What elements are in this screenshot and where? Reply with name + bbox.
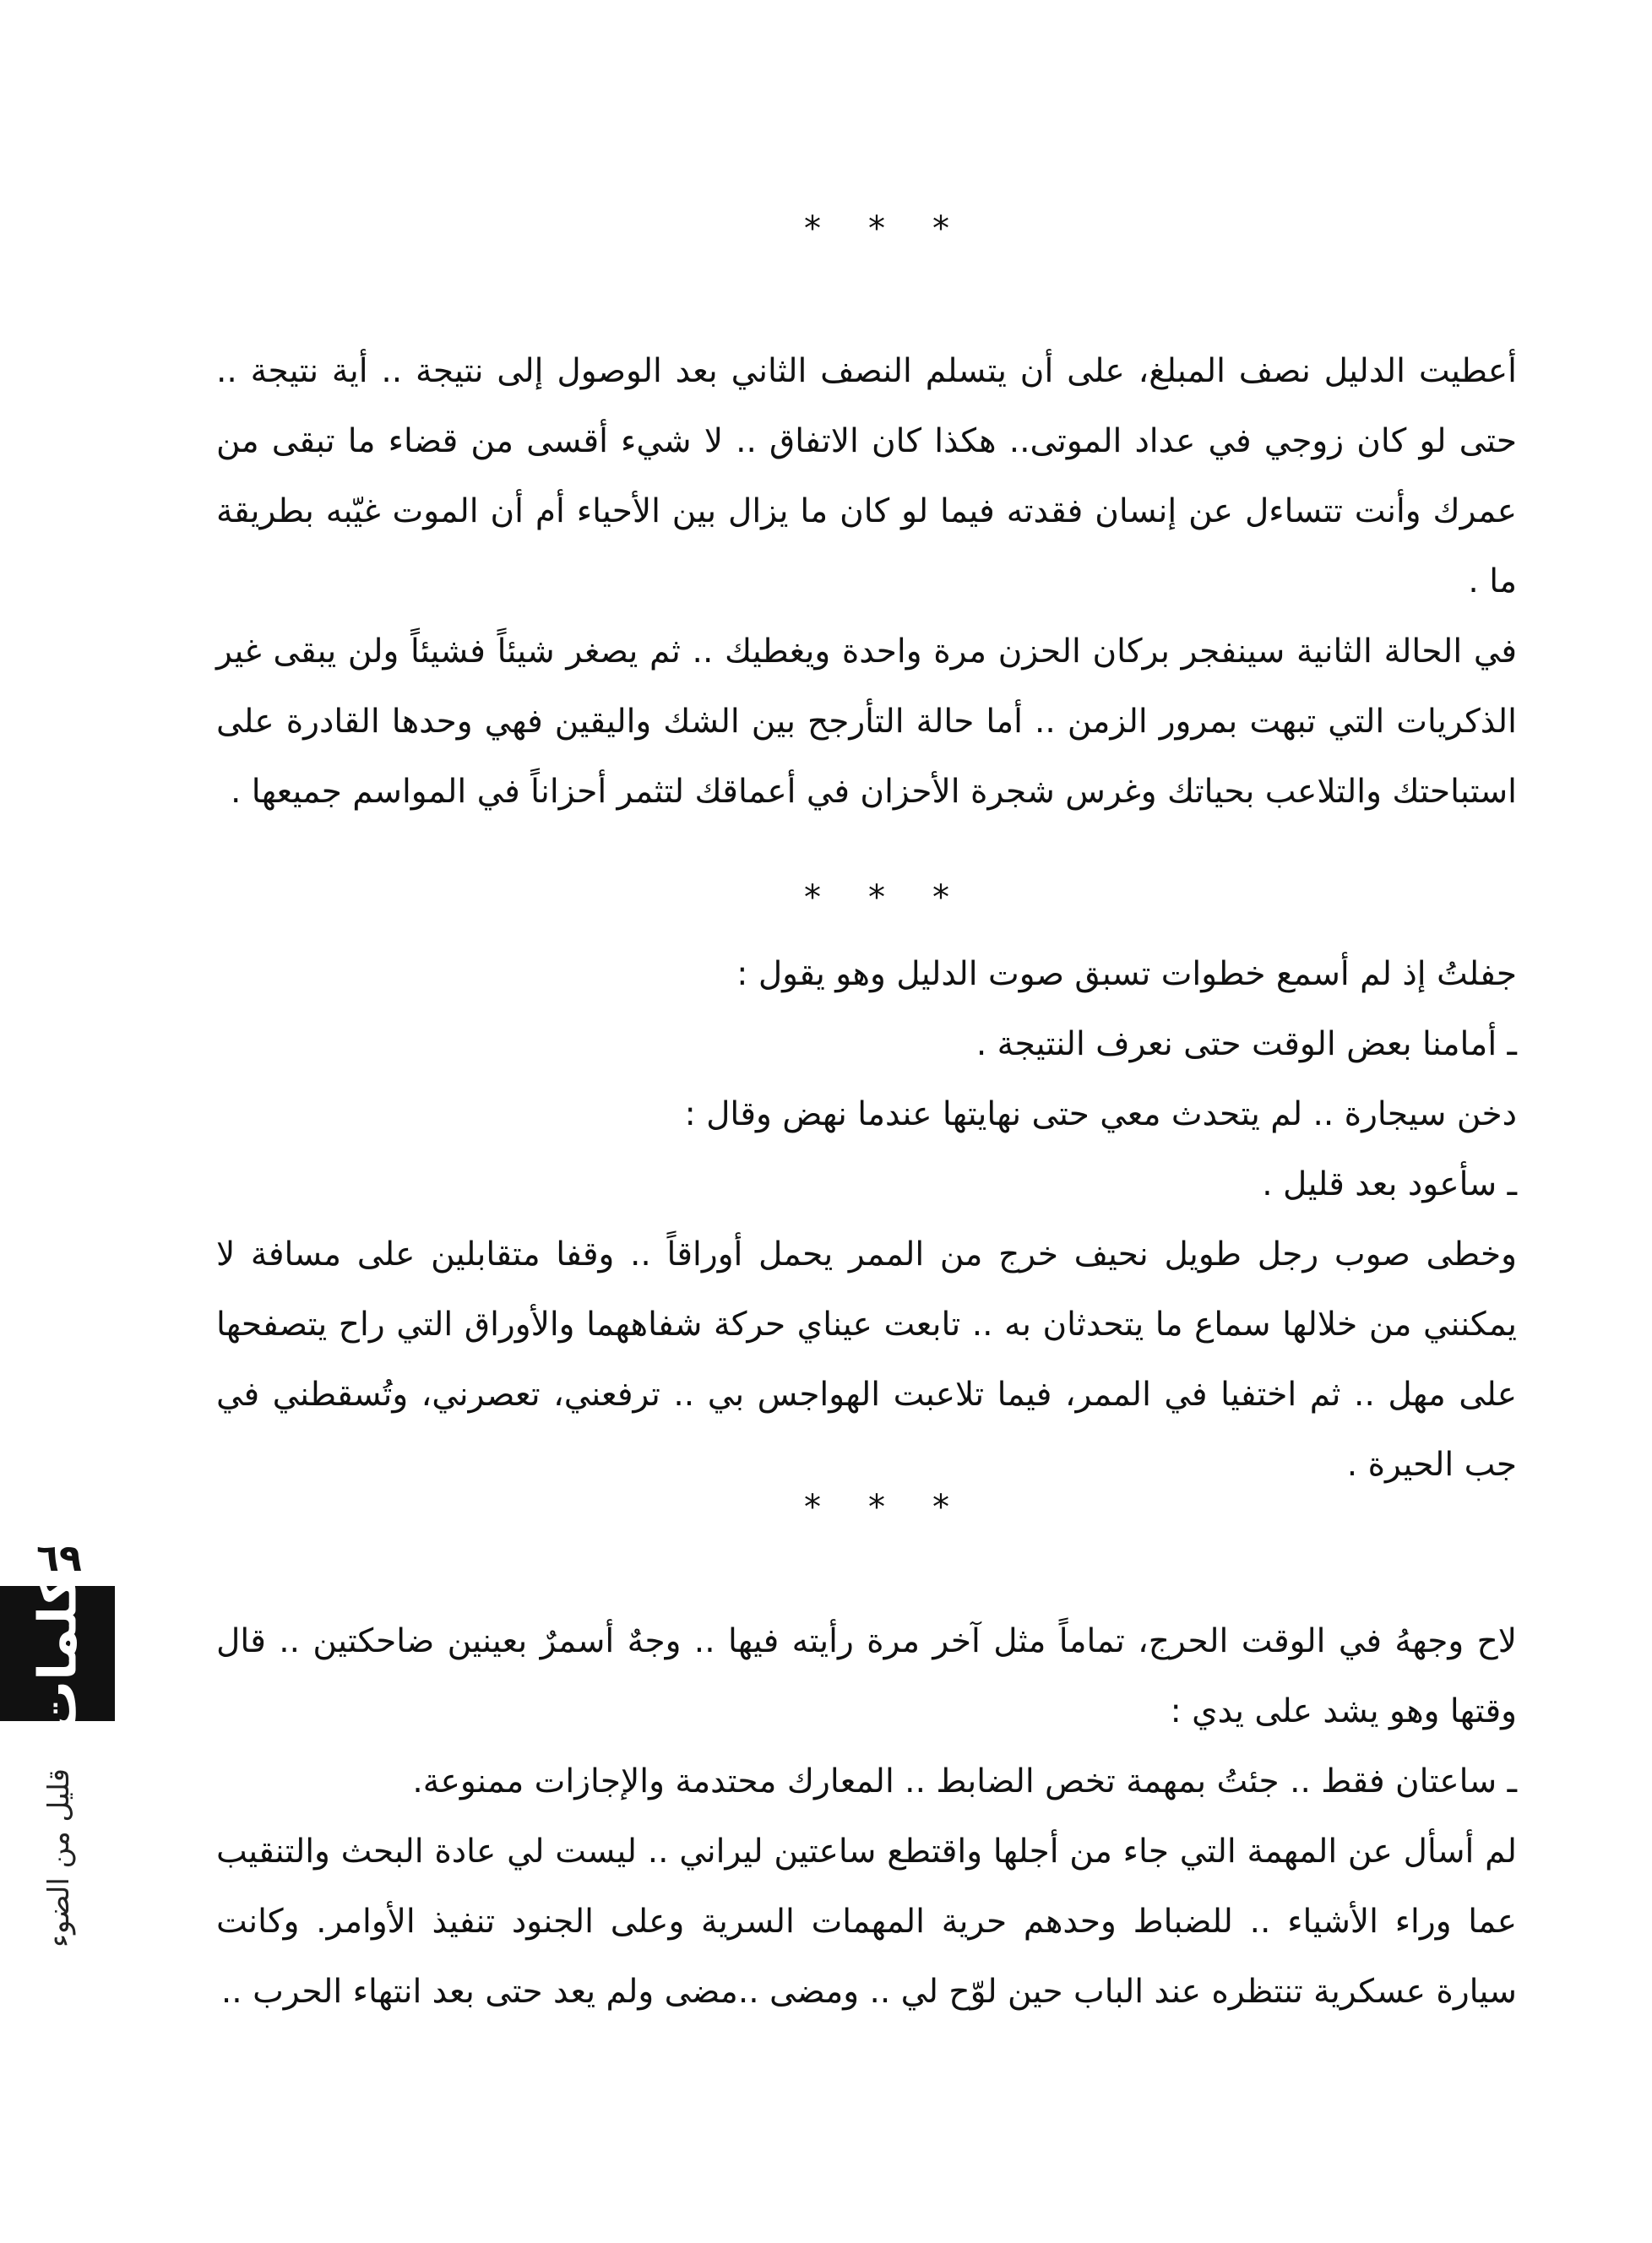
book-title [17,1740,101,1976]
text-section-1 [216,336,1517,827]
separator-star: * [868,1488,885,1527]
separator-star: * [932,209,949,248]
paragraph: لم أسأل عن المهمة التي جاء من أجلها واقتطع ساعتين ليراني .. ليست لي عادة البحث والتنقيب عما وراء الأشياء .. للضباط وحدهم حرية المهمات السرية وعلى الجنود تنفيذ الأوامر. وكانت سيارة عسكرية تنتظره عند الباب حين لوّح لي .. ومضى ..مضى ولم يعد حتى بعد انتهاء الحرب .. [216,1833,1517,2011]
dialogue-line: ـ ساعتان فقط .. جئتُ بمهمة تخص الضابط .. المعارك محتدمة والإجازات ممنوعة. [412,1762,1517,1800]
book-title-label: قليل من الضوء [42,1768,76,1948]
separator-star: * [804,209,821,248]
text-section-3 [216,1606,1517,2027]
paragraph: جفلتُ إذ لم أسمع خطوات تسبق صوت الدليل وهو يقول : [736,955,1517,993]
separator-star: * [804,878,821,917]
brand-label: كلمات [26,1573,89,1734]
section-separator [51,1488,1652,1527]
separator-star: * [932,1488,949,1527]
separator-star: * [804,1488,821,1527]
paragraph: في الحالة الثانية سينفجر بركان الحزن مرة واحدة ويغطيك .. ثم يصغر شيئاً فشيئاً ولن يبقى غير الذكريات التي تبهت بمرور الزمن .. أما حالة التأرجح بين الشك واليقين فهي وحدها القادرة على استباحتك والتلاعب بحياتك وغرس شجرة الأحزان في أعماقك لتثمر أحزاناً في المواسم جميعها . [216,633,1517,811]
paragraph: دخن سيجارة .. لم يتحدث معي حتى نهايتها عندما نهض وقال : [684,1095,1517,1133]
dialogue-line: ـ أمامنا بعض الوقت حتى نعرف النتيجة . [975,1025,1517,1063]
section-separator [51,209,1652,248]
paragraph: لاح وجههُ في الوقت الحرج، تماماً مثل آخر مرة رأيته فيها .. وجهٌ أسمرٌ بعينين ضاحكتين .. قال وقتها وهو يشد على يدي : [216,1622,1517,1730]
page-number: ٦٩ [36,1537,82,1580]
paragraph: وخطى صوب رجل طويل نحيف خرج من الممر يحمل أوراقاً .. وقفا متقابلين على مسافة لا يمكنني من خلالها سماع ما يتحدثان به .. تابعت عيناي حركة شفاههما والأوراق التي راح يتصفحها على مهل .. ثم اختفيا في الممر، فيما تلاعبت الهواجس بي .. ترفعني، تعصرني، وتُسقطني في جب الحيرة . [216,1236,1517,1484]
dialogue-line: ـ سأعود بعد قليل . [1262,1165,1517,1203]
brand-tab [0,1573,115,1734]
text-section-2 [216,939,1517,1500]
separator-star: * [868,878,885,917]
paragraph: أعطيت الدليل نصف المبلغ، على أن يتسلم النصف الثاني بعد الوصول إلى نتيجة .. أية نتيجة .. حتى لو كان زوجي في عداد الموتى.. هكذا كان الاتفاق .. لا شيء أقسى من قضاء ما تبقى من عمرك وأنت تتساءل عن إنسان فقدته فيما لو كان ما يزال بين الأحياء أم أن الموت غيّبه بطريقة ما . [216,352,1517,600]
separator-star: * [868,209,885,248]
separator-star: * [932,878,949,917]
section-separator [51,878,1652,917]
